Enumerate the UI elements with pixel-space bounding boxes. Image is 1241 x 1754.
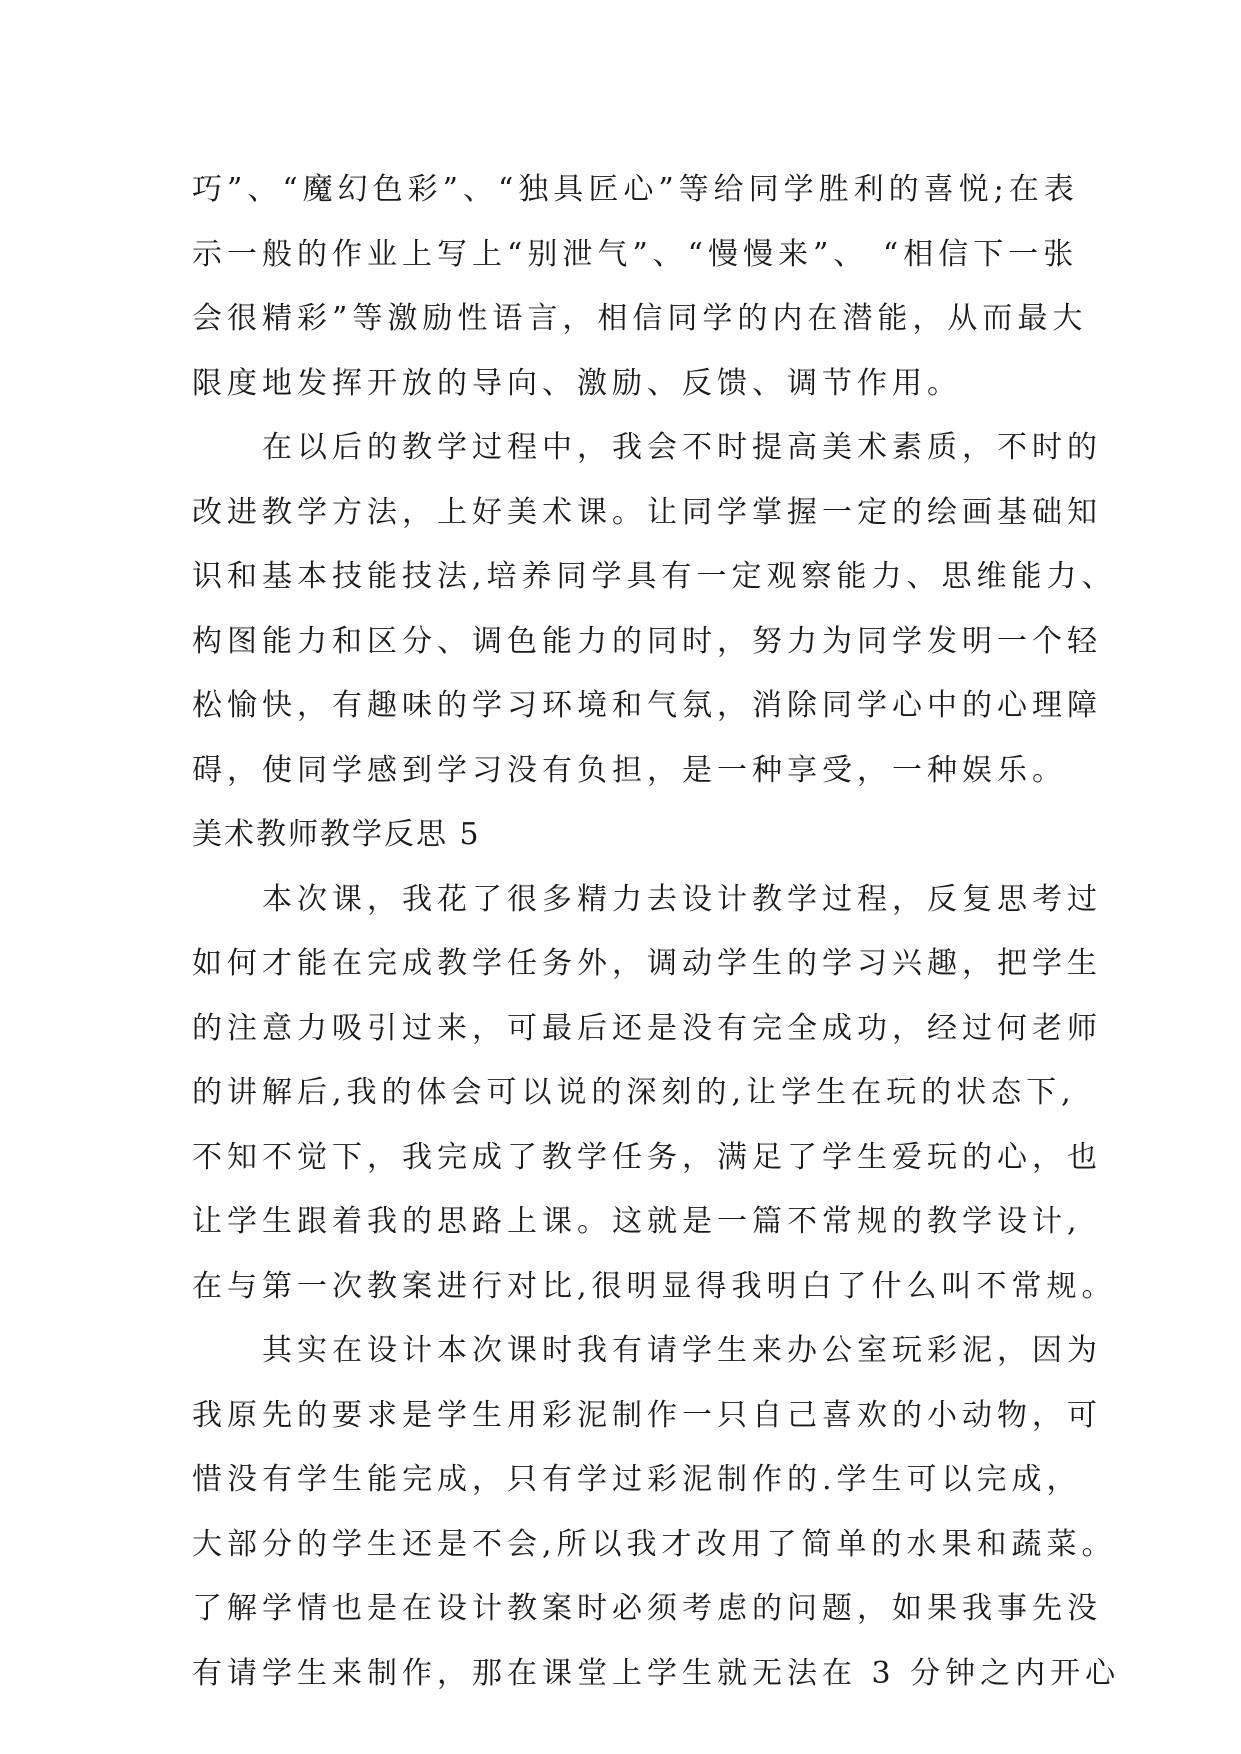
text-line: 巧”、“魔幻色彩”、“独具匠心”等给同学胜利的喜悦;在表 bbox=[192, 172, 1079, 207]
document-body bbox=[192, 158, 1121, 1706]
text-line: 我原先的要求是学生用彩泥制作一只自己喜欢的小动物，可 bbox=[192, 1397, 1102, 1433]
text-line: 改进教学方法，上好美术课。让同学掌握一定的绘画基础知 bbox=[192, 494, 1102, 530]
text-line: 示一般的作业上写上“别泄气”、“慢慢来”、 “相信下一张 bbox=[192, 236, 1079, 272]
section-heading: 美术教师教学反思 5 bbox=[192, 817, 481, 852]
text-line: 在与第一次教案进行对比,很明显得我明白了什么叫不常规。 bbox=[192, 1268, 1117, 1304]
text-line: 在以后的教学过程中，我会不时提高美术素质，不时的 bbox=[192, 430, 1102, 465]
text-line: 惜没有学生能完成，只有学过彩泥制作的.学生可以完成， bbox=[192, 1462, 1082, 1497]
text-line: 的注意力吸引过来，可最后还是没有完全成功，经过何老师 bbox=[192, 1010, 1102, 1046]
text-line: 限度地发挥开放的导向、激励、反馈、调节作用。 bbox=[192, 365, 962, 401]
text-line: 碍，使同学感到学习没有负担，是一种享受，一种娱乐。 bbox=[192, 752, 1067, 788]
text-line: 让学生跟着我的思路上课。这就是一篇不常规的教学设计, bbox=[192, 1204, 1082, 1239]
text-line: 了解学情也是在设计教案时必须考虑的问题，如果我事先没 bbox=[192, 1591, 1102, 1626]
text-line: 的讲解后,我的体会可以说的深刻的,让学生在玩的状态下, bbox=[192, 1075, 1076, 1110]
text-line: 松愉快，有趣味的学习环境和气氛，消除同学心中的心理障 bbox=[192, 688, 1102, 723]
text-line: 如何才能在完成教学任务外，调动学生的学习兴趣，把学生 bbox=[192, 946, 1102, 981]
text-line: 本次课，我花了很多精力去设计教学过程，反复思考过 bbox=[192, 881, 1102, 917]
text-line: 有请学生来制作，那在课堂上学生就无法在 3 分钟之内开心 bbox=[192, 1655, 1121, 1691]
text-line: 构图能力和区分、调色能力的同时，努力为同学发明一个轻 bbox=[192, 623, 1102, 659]
text-line: 会很精彩”等激励性语言，相信同学的内在潜能，从而最大 bbox=[192, 301, 1088, 336]
text-line: 其实在设计本次课时我有请学生来办公室玩彩泥，因为 bbox=[192, 1333, 1102, 1368]
text-line: 识和基本技能技法,培养同学具有一定观察能力、思维能力、 bbox=[192, 559, 1117, 594]
text-line: 不知不觉下，我完成了教学任务，满足了学生爱玩的心，也 bbox=[192, 1139, 1102, 1175]
text-line: 大部分的学生还是不会,所以我才改用了简单的水果和蔬菜。 bbox=[192, 1526, 1117, 1562]
